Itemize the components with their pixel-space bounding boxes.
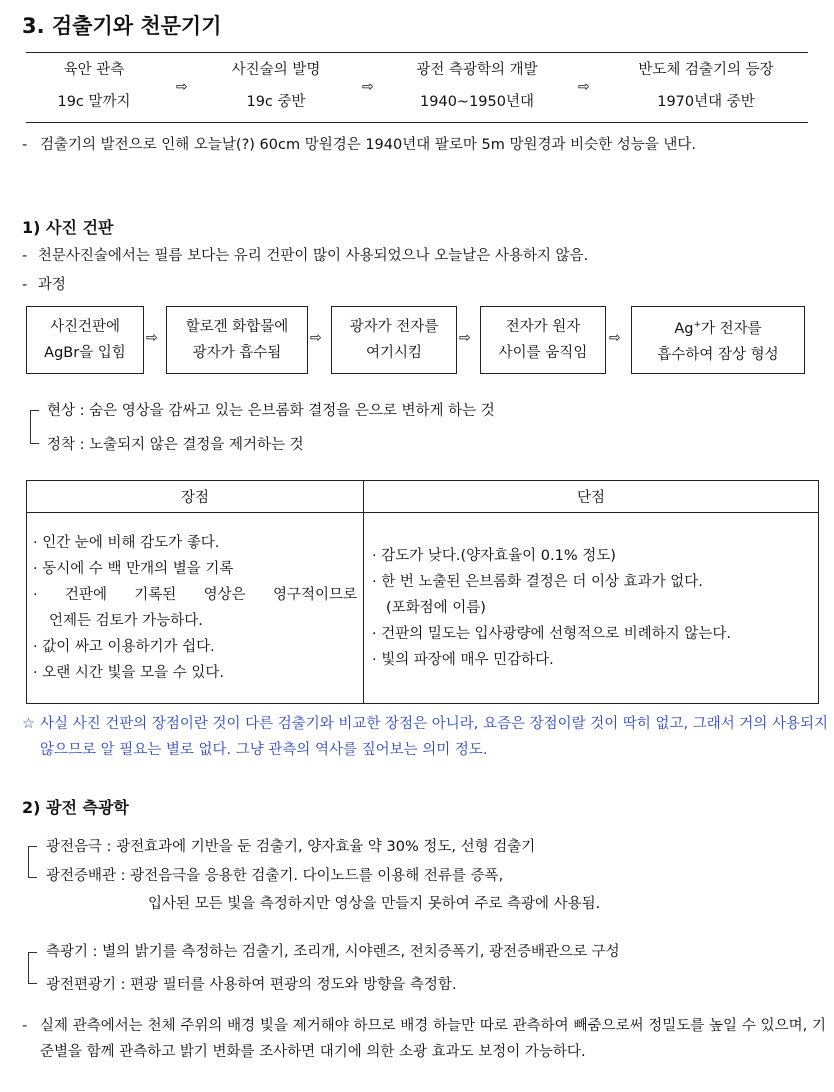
process-step-line: 광자가 흡수됨: [192, 345, 282, 361]
process-step-line: 전자가 원자: [505, 319, 581, 335]
develop-text: 현상 : 숨은 영상을 감싸고 있는 은브롬화 결정을 은으로 변하게 하는 것: [47, 403, 495, 419]
photometer-text: 측광기 : 별의 밝기를 측정하는 검출기, 조리개, 시야렌즈, 전치증폭기, 광전증배관으로 구성: [46, 944, 620, 960]
remark-note: [22, 711, 828, 763]
polarimeter-text: 광전편광기 : 편광 필터를 사용하여 편광의 정도와 방향을 측정함.: [46, 977, 457, 993]
arrow-icon: ⇨: [459, 330, 471, 346]
timeline-item: [206, 54, 346, 118]
process-step-line: [657, 312, 778, 342]
list-item: · 빛의 파장에 매우 민감하다.: [372, 652, 554, 668]
pros-cons-table: [26, 480, 819, 704]
photo-plate-bullet: [22, 273, 66, 294]
process-step-line: 할로겐 화합물에: [185, 319, 289, 335]
list-item: · 값이 싸고 이용하기가 쉽다.: [33, 639, 215, 655]
pros-cell: [27, 513, 364, 704]
arrow-icon: ⇨: [310, 330, 322, 346]
timeline-bottom-rule: [26, 122, 808, 123]
timeline-item: [30, 54, 158, 118]
pmt-text-continued: 입사된 모든 빛을 측정하지만 영상을 만들지 못하여 주로 측광에 사용됨.: [148, 896, 601, 912]
photo-plate-bullet: [22, 244, 588, 265]
final-note: [22, 1013, 826, 1065]
table-header: 단점: [364, 481, 819, 513]
process-step-line: 광자가 전자를: [349, 319, 439, 335]
timeline-event: 반도체 검출기의 등장: [638, 62, 774, 78]
bullet-text: 천문사진술에서는 필름 보다는 유리 건판이 많이 사용되었으나 오늘날은 사용하지 않음.: [37, 248, 589, 264]
pmt-text: 광전증배관 : 광전음극을 응용한 검출기. 다이노드를 이용해 전류를 증폭,: [46, 868, 504, 884]
timeline-period: 19c 중반: [246, 94, 306, 110]
list-item: · 오랜 시간 빛을 모을 수 있다.: [33, 665, 224, 681]
timeline-event: 광전 측광학의 개발: [416, 62, 538, 78]
process-step: [331, 306, 457, 374]
timeline-period: 1970년대 중반: [657, 94, 755, 110]
process-step: [631, 306, 805, 374]
timeline-event: 사진술의 발명: [231, 62, 321, 78]
fix-text: 정착 : 노출되지 않은 결정을 제거하는 것: [47, 437, 304, 453]
timeline-period: 1940~1950년대: [420, 94, 534, 110]
list-item: (포화점에 이름): [386, 600, 486, 616]
process-step: [480, 306, 606, 374]
list-item: · 한 번 노출된 은브롬화 결정은 더 이상 효과가 없다.: [372, 574, 703, 590]
bracket-icon: [30, 410, 39, 444]
arrow-icon: ⇨: [578, 79, 590, 95]
ag-symbol: Ag: [674, 320, 694, 337]
timeline-item: [606, 54, 806, 118]
bracket-icon: [28, 952, 37, 984]
timeline-event: 육안 관측: [63, 62, 125, 78]
process-step-line: AgBr을 입힘: [44, 345, 126, 361]
section-title: 3. 검출기와 천문기기: [22, 14, 222, 38]
arrow-icon: ⇨: [146, 330, 158, 346]
final-note-text: 실제 관측에서는 천체 주위의 배경 빛을 제거해야 하므로 배경 하늘만 따로 관측하여 빼줌으로써 정밀도를 높일 수 있으며, 기준별을 함께 관측하고 밝기 변화를 조사하면 대기에 의한 소광 효과도 보정이 가능하다.: [40, 1018, 826, 1060]
list-item: · 감도가 낮다.(양자효율이 0.1% 정도): [372, 548, 616, 564]
bullet-text: 과정: [37, 277, 66, 293]
dash-bullet: -: [22, 1018, 28, 1034]
timeline-period: 19c 말까지: [57, 94, 131, 110]
process-step-line: 여기시킴: [365, 345, 423, 361]
remark-text: 사실 사진 건판의 장점이란 것이 다른 검출기와 비교한 장점은 아니라, 요즘은 장점이랄 것이 딱히 없고, 그래서 거의 사용되지 않으므로 알 필요는 별로 없다. 그냥 관측의 역사를 짚어보는 의미 정도.: [40, 716, 828, 758]
process-step: [26, 306, 144, 374]
cons-cell: [364, 513, 819, 704]
list-item: · 건판의 밀도는 입사광량에 선형적으로 비례하지 않는다.: [372, 626, 732, 642]
bracket-icon: [28, 846, 37, 878]
photocathode-text: 광전음극 : 광전효과에 기반을 둔 검출기, 양자효율 약 30% 정도, 선형 검출기: [46, 839, 536, 855]
list-item: · 동시에 수 백 만개의 별을 기록: [33, 561, 234, 577]
photometry-heading: 2) 광전 측광학: [22, 798, 129, 817]
process-step-line: 사이를 움직임: [498, 345, 588, 361]
star-icon: ☆: [22, 716, 35, 732]
process-step-line: 흡수하여 잠상 형성: [657, 346, 779, 363]
dash-bullet: -: [22, 248, 28, 264]
photo-plate-heading: 1) 사진 건판: [22, 218, 114, 237]
process-step-text: 가 전자를: [701, 320, 762, 337]
list-item: · 건판에 기록된 영상은 영구적이므로: [33, 587, 357, 603]
arrow-icon: ⇨: [609, 330, 621, 346]
process-step-line: 사진건판에: [49, 319, 121, 335]
arrow-icon: ⇨: [176, 79, 188, 95]
dash-bullet: -: [22, 277, 28, 293]
list-item: · 인간 눈에 비해 감도가 좋다.: [33, 535, 220, 551]
arrow-icon: ⇨: [362, 79, 374, 95]
table-header: 장점: [27, 481, 364, 513]
intro-note: [22, 132, 826, 158]
dash-bullet: -: [22, 137, 28, 153]
intro-note-text: 검출기의 발전으로 인해 오늘날(?) 60cm 망원경은 1940년대 팔로마 5m 망원경과 비슷한 성능을 낸다.: [40, 137, 696, 153]
process-step: [166, 306, 308, 374]
list-item: 언제든 검토가 가능하다.: [49, 613, 203, 629]
timeline-item: [392, 54, 562, 118]
timeline-top-rule: [26, 52, 808, 53]
ion-charge: +: [693, 320, 702, 331]
